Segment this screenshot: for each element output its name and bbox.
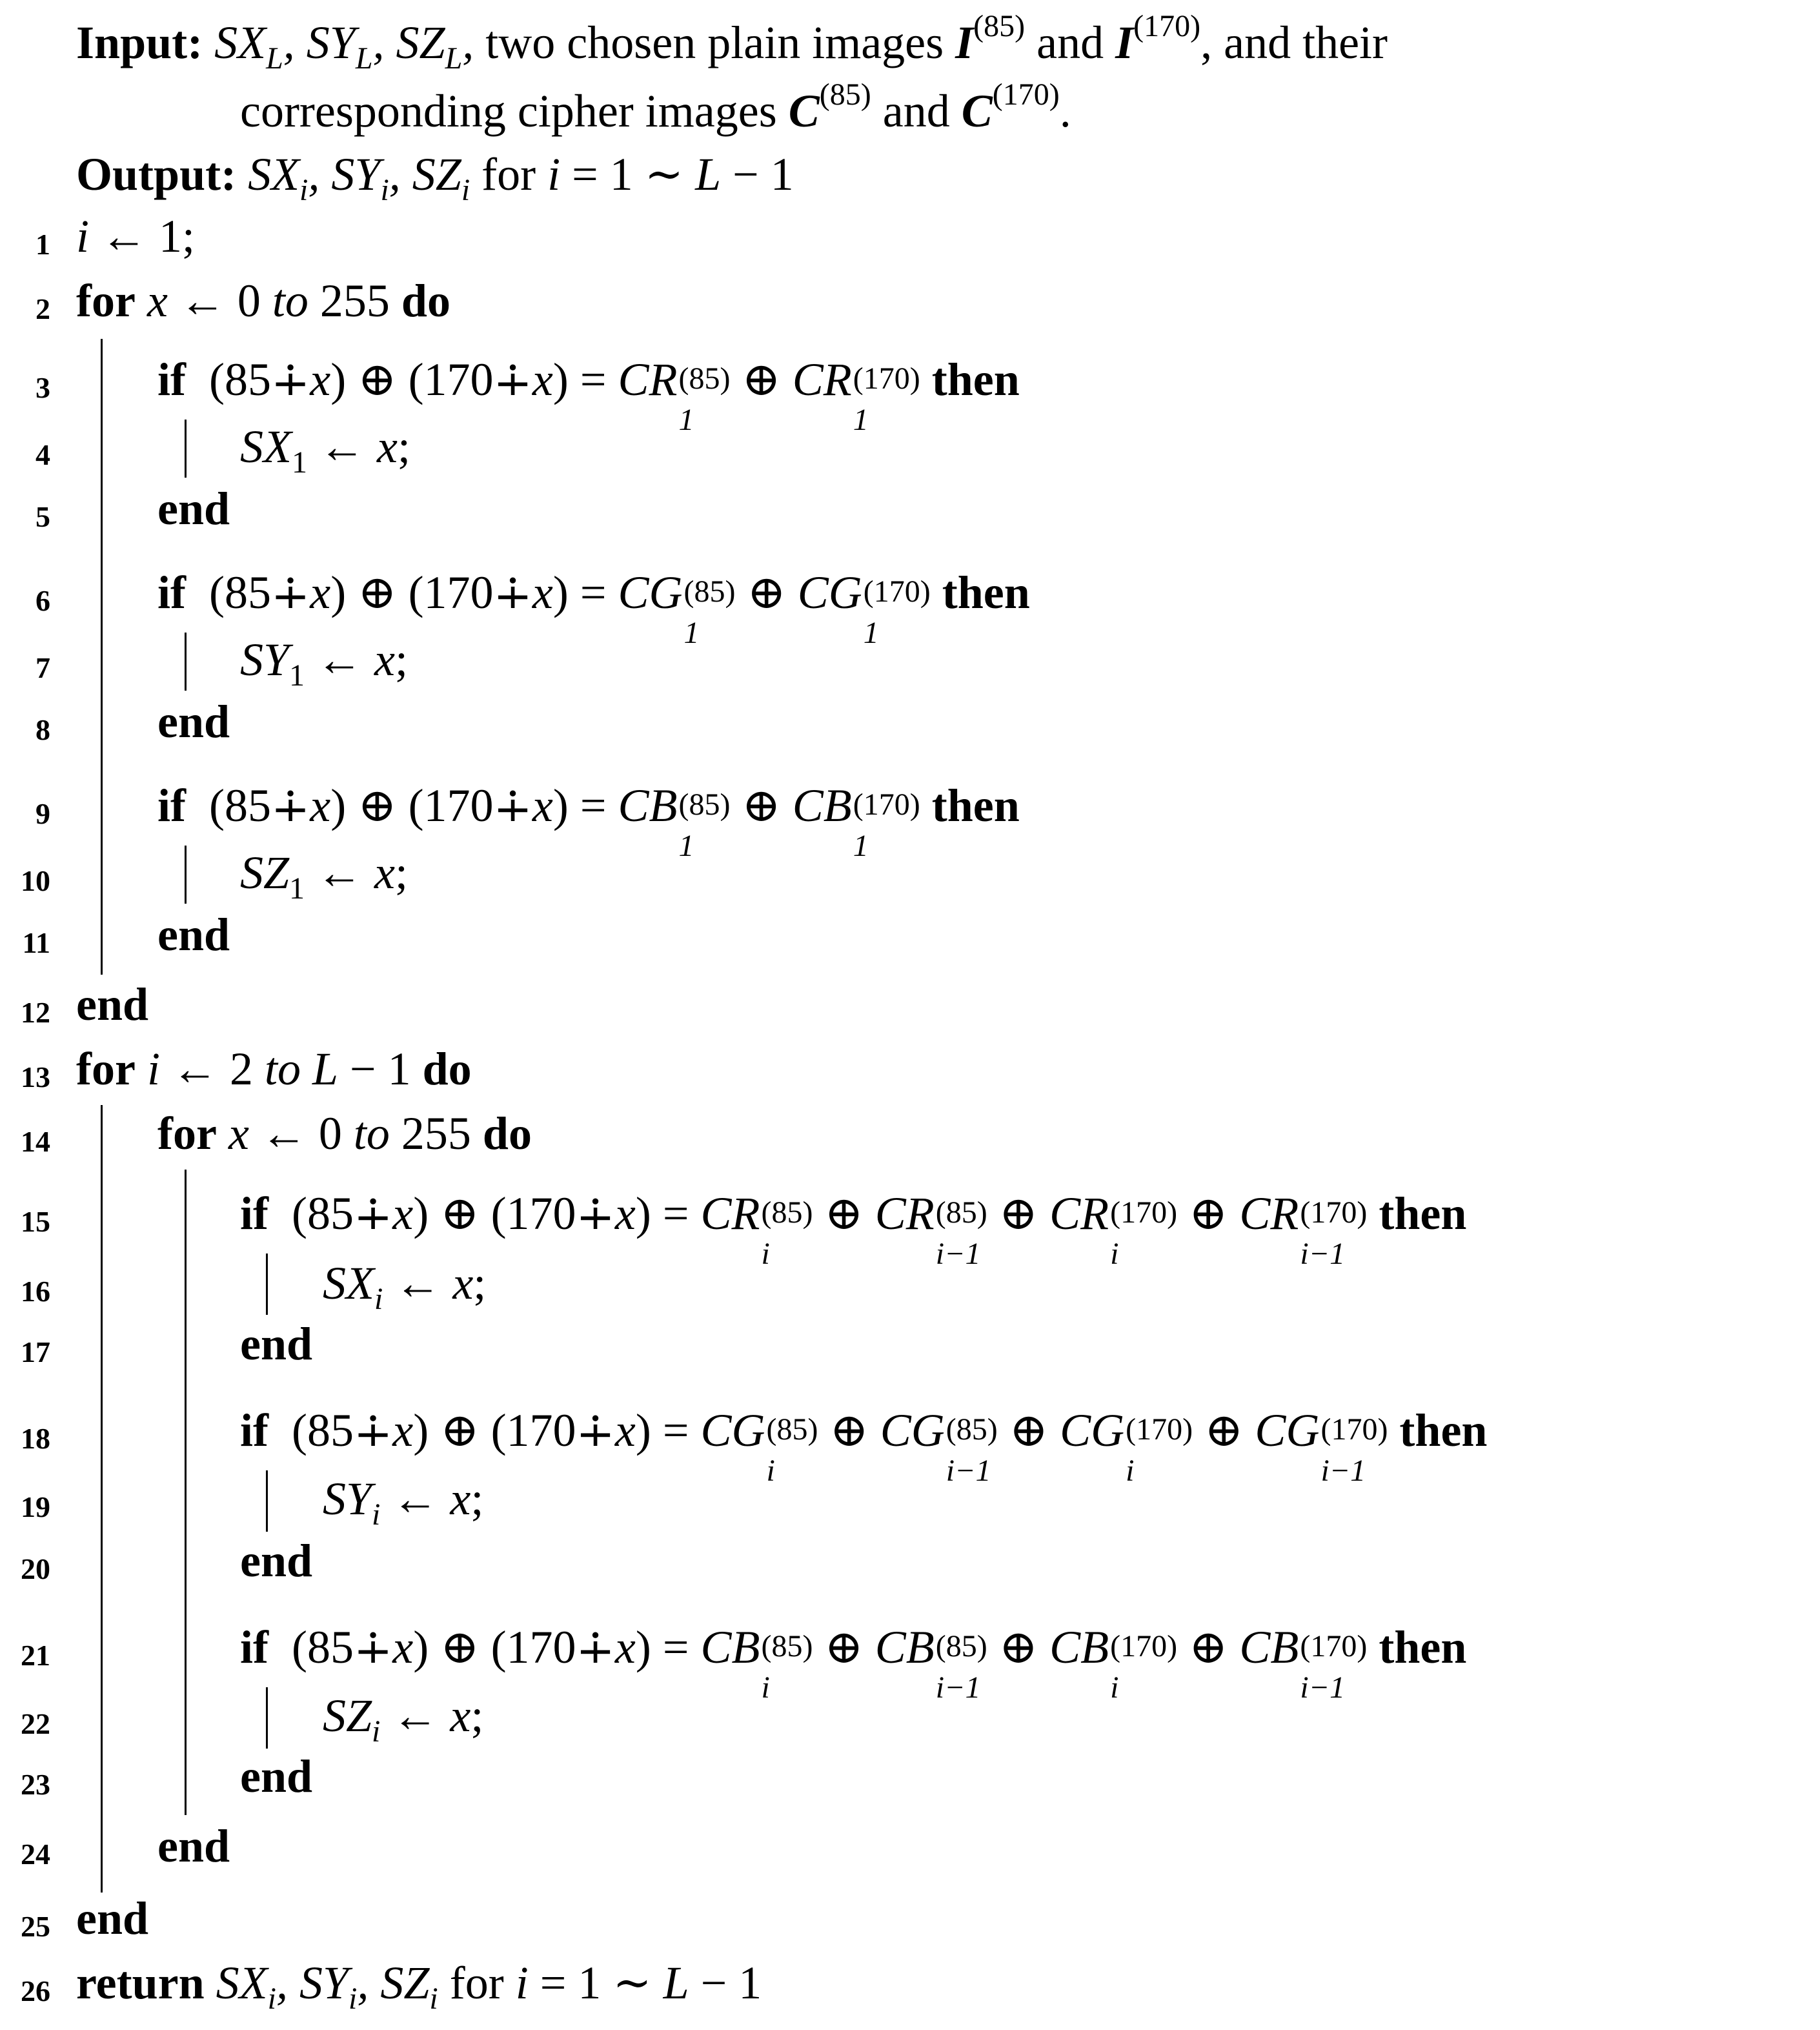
code-line-10: $SZ_1$ ← x; <box>240 847 409 906</box>
input-line-1: Input: $SX_L$, $SY_L$, $SZ_L$, two chosen plain images $I^{(85)}$ and $I^{(170)}$, and their <box>76 9 1388 76</box>
output-line: Output: $SX_i$, $SY_i$, $SZ_i$ for i = 1 ∼ L − 1 <box>76 148 794 207</box>
line-number: 17 <box>21 1335 50 1368</box>
code-line-5: end <box>157 483 230 534</box>
block-bar-for-i <box>101 1105 103 1893</box>
line-number: 12 <box>21 996 50 1029</box>
line-number: 2 <box>35 292 50 325</box>
code-line-22: $SZ_i$ ← x; <box>323 1690 484 1749</box>
line-number: 21 <box>21 1639 50 1672</box>
line-number: 14 <box>21 1125 50 1158</box>
line-number: 16 <box>21 1275 50 1308</box>
code-line-8: end <box>157 696 230 747</box>
code-line-9: if (85∔x) ⊕ (170∔x) = CB (85) 1 ⊕ CB (170) 1 then <box>157 780 1020 863</box>
code-line-11: end <box>157 909 230 960</box>
line-number: 19 <box>21 1490 50 1523</box>
code-line-15: if (85∔x) ⊕ (170∔x) = CR (85) i ⊕ CR (85) i−1 ⊕ CR (170) i ⊕ CR (170) i−1 then <box>240 1188 1467 1271</box>
line-number: 7 <box>35 651 50 684</box>
line-number: 8 <box>35 713 50 746</box>
line-number: 5 <box>35 500 50 533</box>
code-line-20: end <box>240 1535 313 1587</box>
line-number: 26 <box>21 1974 50 2007</box>
code-line-6: if (85∔x) ⊕ (170∔x) = CG (85) 1 ⊕ CG (170) 1 then <box>157 567 1030 650</box>
code-line-2: for x ← 0 to 255 do <box>76 275 450 327</box>
line-number: 25 <box>21 1910 50 1943</box>
line-number: 18 <box>21 1422 50 1455</box>
code-line-3: if (85∔x) ⊕ (170∔x) = CR (85) 1 ⊕ CR (170) 1 then <box>157 354 1020 437</box>
code-line-19: $SY_i$ ← x; <box>323 1473 484 1532</box>
line-number: 1 <box>35 228 50 261</box>
code-line-18: if (85∔x) ⊕ (170∔x) = CG (85) i ⊕ CG (85) i−1 ⊕ CG (170) i ⊕ CG (170) i−1 then <box>240 1405 1488 1488</box>
code-line-14: for x ← 0 to 255 do <box>157 1108 532 1159</box>
line-number: 13 <box>21 1061 50 1093</box>
line-number: 15 <box>21 1205 50 1238</box>
code-line-24: end <box>157 1820 230 1872</box>
line-number: 20 <box>21 1552 50 1585</box>
code-line-16: $SX_i$ ← x; <box>323 1257 487 1316</box>
line-number: 10 <box>21 864 50 897</box>
line-number: 22 <box>21 1707 50 1740</box>
input-label: Input: <box>76 17 203 68</box>
block-bar-for-x-2 <box>185 1170 187 1815</box>
input-text-a: two chosen plain images <box>474 17 956 68</box>
code-line-7: $SY_1$ ← x; <box>240 634 409 693</box>
line-number: 4 <box>35 438 50 471</box>
code-line-4: $SX_1$ ← x; <box>240 421 410 480</box>
input-line-2: corresponding cipher images $C^{(85)}$ and $C^{(170)}$. <box>240 77 1071 137</box>
block-bar-for-x-1 <box>101 339 103 975</box>
code-line-25: end <box>76 1893 149 1944</box>
code-line-23: end <box>240 1751 313 1802</box>
code-line-17: end <box>240 1318 313 1370</box>
code-line-21: if (85∔x) ⊕ (170∔x) = CB (85) i ⊕ CB (85) i−1 ⊕ CB (170) i ⊕ CB (170) i−1 then <box>240 1621 1467 1705</box>
line-number: 9 <box>35 797 50 830</box>
line-number: 23 <box>21 1768 50 1801</box>
line-number: 3 <box>35 371 50 404</box>
line-number: 11 <box>22 926 50 959</box>
output-label: Output: <box>76 148 237 200</box>
code-line-12: end <box>76 979 149 1030</box>
input-vars: $SX_L$, $SY_L$, $SZ_L$, <box>214 17 474 76</box>
line-number: 24 <box>21 1838 50 1871</box>
code-line-26: return $SX_i$, $SY_i$, $SZ_i$ for i = 1 ∼ L − 1 <box>76 1957 762 2016</box>
line-number: 6 <box>35 584 50 617</box>
code-line-1: i ← 1; <box>76 210 196 262</box>
code-line-13: for i ← 2 to L − 1 do <box>76 1043 472 1095</box>
